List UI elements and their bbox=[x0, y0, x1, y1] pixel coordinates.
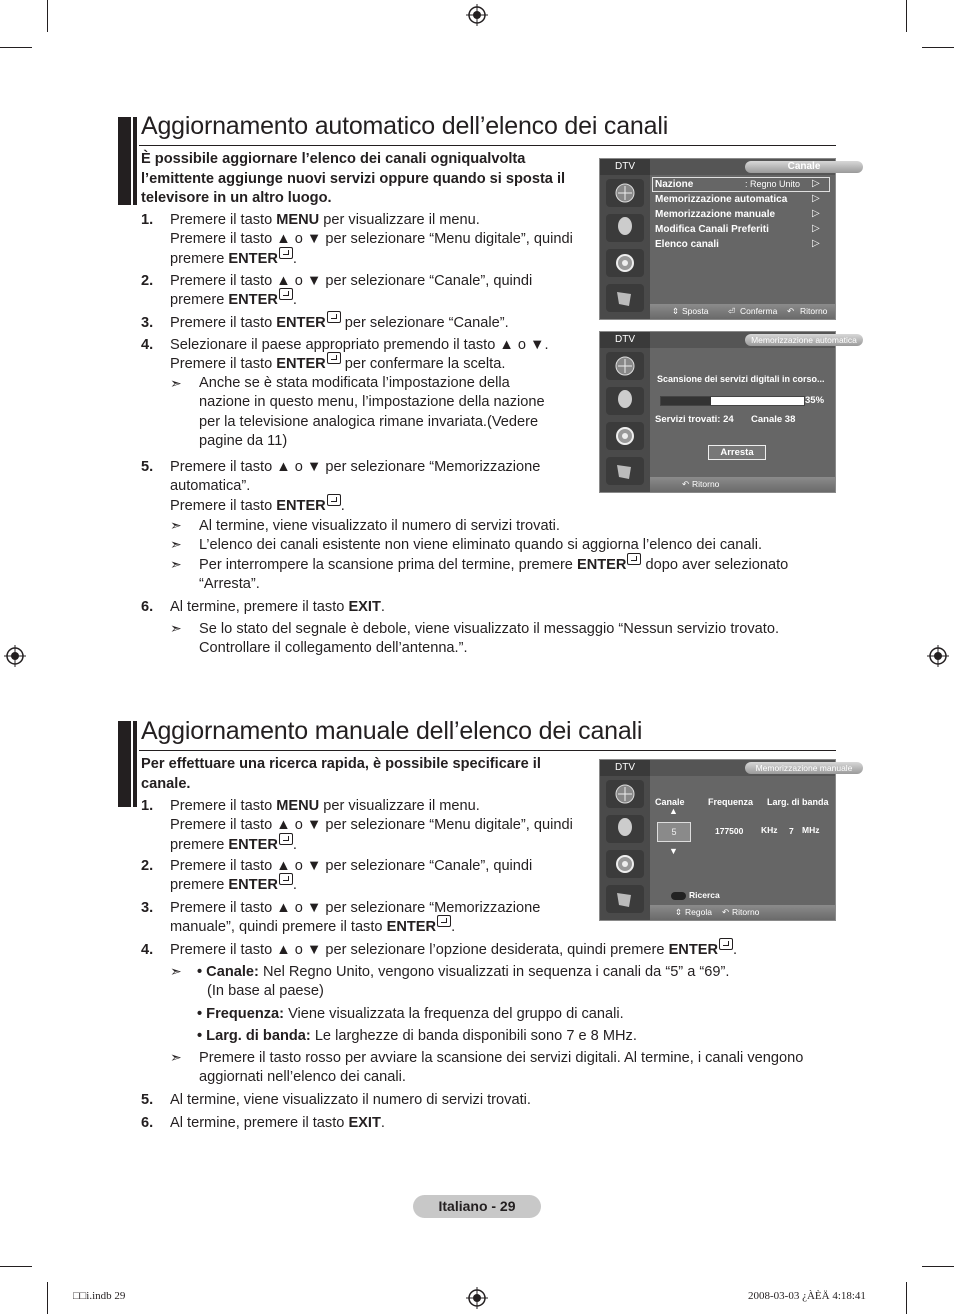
step-2-text: Premere il tasto ▲ o ▼ per selezionare “Canale”, quindi premere ENTER . bbox=[170, 858, 533, 894]
note-arrow-icon: ➣ bbox=[170, 517, 182, 533]
up-arrow-icon: ▲ bbox=[669, 806, 678, 816]
right-arrow-icon: ▷ bbox=[812, 238, 820, 249]
frequency-value: 177500 bbox=[715, 826, 744, 836]
osd-item-label: Memorizzazione manuale bbox=[655, 209, 776, 220]
enter-icon bbox=[279, 873, 293, 885]
step-number: 4. bbox=[141, 942, 154, 958]
crop-mark bbox=[47, 0, 48, 32]
column-frequency: Frequenza bbox=[708, 797, 754, 807]
enter-icon bbox=[279, 288, 293, 300]
updown-icon: ⇕ bbox=[675, 907, 683, 917]
step-5-text: Al termine, viene visualizzato il numero di servizi trovati. bbox=[170, 1092, 531, 1108]
step-4-bullets: • Canale: Nel Regno Unito, vengono visualizzati in sequenza i canali da “5” a “69”. (In base al paese) • Frequenza: Viene visualizzata la frequenza del gruppo di canali. • Larg. di banda: Le larghezze di banda disponibili sono 7 e 8 MHz. bbox=[197, 964, 730, 1045]
right-arrow-icon: ▷ bbox=[812, 193, 820, 204]
step-5-note: L’elenco dei canali esistente non viene eliminato quando si aggiorna l’elenco dei canali. bbox=[199, 537, 763, 553]
note-arrow-icon: ➣ bbox=[170, 556, 182, 572]
picture-icon bbox=[606, 179, 644, 207]
step-number: 4. bbox=[141, 337, 154, 353]
step-5-text: Premere il tasto ▲ o ▼ per selezionare “Memorizzazione automatica”. Premere il tasto ENTER . bbox=[170, 459, 541, 514]
osd-tab: Canale bbox=[745, 161, 863, 173]
scan-status: Scansione dei servizi digitali in corso... bbox=[657, 374, 825, 384]
dtv-label: DTV bbox=[600, 760, 650, 776]
step-1-text: Premere il tasto MENU per visualizzare il menu. Premere il tasto ▲ o ▼ per selezionare “Menu digitale”, quindi premere ENTER . bbox=[170, 798, 573, 853]
print-date: 2008-03-03 ¿ÀÈÄ 4:18:41 bbox=[748, 1290, 866, 1302]
right-arrow-icon: ▷ bbox=[812, 208, 820, 219]
enter-icon bbox=[719, 938, 733, 950]
note-arrow-icon: ➣ bbox=[170, 963, 182, 979]
enter-icon: ⏎ bbox=[728, 306, 736, 316]
enter-icon bbox=[327, 494, 341, 506]
enter-icon bbox=[327, 352, 341, 364]
osd-item-label: Nazione bbox=[655, 179, 694, 190]
input-icon bbox=[606, 885, 644, 913]
osd-item-label: Elenco canali bbox=[655, 239, 719, 250]
osd-item-label: Modifica Canali Preferiti bbox=[655, 224, 769, 235]
progress-bar bbox=[660, 396, 805, 406]
crop-mark bbox=[906, 1282, 907, 1314]
progress-percent: 35% bbox=[805, 395, 825, 406]
services-found: Servizi trovati: 24 bbox=[655, 414, 734, 425]
crop-mark bbox=[922, 1266, 954, 1267]
step-number: 1. bbox=[141, 798, 154, 814]
section-bar bbox=[133, 117, 137, 205]
step-number: 2. bbox=[141, 858, 154, 874]
picture-icon bbox=[606, 352, 644, 380]
note-arrow-icon: ➣ bbox=[170, 536, 182, 552]
registration-mark-icon bbox=[466, 4, 488, 26]
setup-icon bbox=[606, 249, 644, 277]
mhz-unit: MHz bbox=[802, 825, 820, 835]
section-rule bbox=[139, 750, 836, 751]
file-label: □□i.indb 29 bbox=[73, 1290, 126, 1302]
enter-icon bbox=[279, 833, 293, 845]
enter-icon bbox=[437, 915, 451, 927]
step-number: 6. bbox=[141, 599, 154, 615]
step-4-text: Selezionare il paese appropriato premendo il tasto ▲ o ▼. Premere il tasto ENTER per confermare la scelta. bbox=[170, 337, 549, 373]
bandwidth-value: 7 bbox=[789, 826, 794, 836]
crop-mark bbox=[906, 0, 907, 32]
section-bar bbox=[118, 721, 131, 807]
step-number: 1. bbox=[141, 212, 154, 228]
osd-bottom-bar: ⇕ Sposta ⏎ Conferma ↶ Ritorno bbox=[650, 304, 835, 319]
setup-icon bbox=[606, 422, 644, 450]
step-3-text: Premere il tasto ▲ o ▼ per selezionare “Memorizzazione manuale”, quindi premere il tasto ENTER . bbox=[170, 900, 541, 936]
step-3-text: Premere il tasto ENTER per selezionare “Canale”. bbox=[170, 314, 509, 333]
page-number: Italiano - 29 bbox=[413, 1195, 541, 1218]
input-icon bbox=[606, 457, 644, 485]
step-6-text: Al termine, premere il tasto EXIT. bbox=[170, 599, 385, 615]
stop-button[interactable]: Arresta bbox=[708, 445, 766, 460]
enter-icon bbox=[327, 311, 341, 323]
osd-bottom-bar: ↶ Ritorno bbox=[650, 477, 835, 492]
section-bar bbox=[133, 721, 137, 807]
registration-mark-icon bbox=[466, 1287, 488, 1309]
section-rule bbox=[139, 145, 836, 146]
section-title: Aggiornamento automatico dell’elenco dei canali bbox=[141, 112, 669, 140]
osd-auto-store bbox=[599, 331, 857, 493]
dtv-label: DTV bbox=[600, 332, 650, 348]
note-arrow-icon: ➣ bbox=[170, 375, 182, 391]
picture-icon bbox=[606, 780, 644, 808]
intro-text: Per effettuare una ricerca rapida, è possibile specificare il canale. bbox=[141, 756, 541, 792]
sound-icon bbox=[606, 387, 644, 415]
section-title: Aggiornamento manuale dell’elenco dei canali bbox=[141, 717, 643, 745]
right-arrow-icon: ▷ bbox=[812, 223, 820, 234]
crop-mark bbox=[0, 47, 32, 48]
enter-icon bbox=[279, 247, 293, 259]
step-number: 5. bbox=[141, 1092, 154, 1108]
step-number: 2. bbox=[141, 273, 154, 289]
enter-icon bbox=[627, 553, 641, 565]
return-icon: ↶ bbox=[682, 479, 690, 489]
osd-item-value: : Regno Unito bbox=[745, 179, 801, 189]
setup-icon bbox=[606, 850, 644, 878]
step-4-note: Anche se è stata modificata l’impostazione della nazione in questo menu, l’impostazione della nazione per la televisione analogica rimane invariata.(Vedere pagine da 11) bbox=[199, 375, 545, 450]
step-5-note: Per interrompere la scansione prima del termine, premere ENTER dopo aver selezionato “Arresta”. bbox=[199, 556, 839, 595]
crop-mark bbox=[922, 47, 954, 48]
section-bar bbox=[118, 117, 131, 205]
step-number: 3. bbox=[141, 900, 154, 916]
step-number: 6. bbox=[141, 1115, 154, 1131]
sound-icon bbox=[606, 815, 644, 843]
step-number: 3. bbox=[141, 315, 154, 331]
channel-input[interactable]: 5 bbox=[657, 822, 691, 842]
column-channel: Canale bbox=[655, 797, 685, 807]
current-channel: Canale 38 bbox=[751, 414, 796, 425]
note-arrow-icon: ➣ bbox=[170, 1049, 182, 1065]
registration-mark-icon bbox=[4, 645, 26, 667]
osd-manual-store bbox=[599, 759, 853, 921]
osd-item-label: Memorizzazione automatica bbox=[655, 194, 788, 205]
osd-channel-menu bbox=[599, 158, 836, 320]
return-icon: ↶ bbox=[722, 907, 730, 917]
step-4-text: Premere il tasto ▲ o ▼ per selezionare l’opzione desiderata, quindi premere ENTER . bbox=[170, 941, 737, 960]
search-label: Ricerca bbox=[689, 890, 720, 900]
note-arrow-icon: ➣ bbox=[170, 620, 182, 636]
column-bandwidth: Larg. di banda bbox=[767, 797, 829, 807]
return-icon: ↶ bbox=[787, 306, 795, 316]
osd-tab: Memorizzazione manuale bbox=[745, 762, 863, 774]
right-arrow-icon: ▷ bbox=[812, 178, 820, 189]
crop-mark bbox=[47, 1282, 48, 1314]
crop-mark bbox=[0, 1266, 32, 1267]
step-number: 5. bbox=[141, 459, 154, 475]
khz-unit: KHz bbox=[761, 825, 778, 835]
updown-icon: ⇕ bbox=[672, 306, 680, 316]
step-2-text: Premere il tasto ▲ o ▼ per selezionare “Canale”, quindi premere ENTER . bbox=[170, 273, 533, 309]
down-arrow-icon: ▼ bbox=[669, 846, 678, 856]
step-5-note: Al termine, viene visualizzato il numero di servizi trovati. bbox=[199, 518, 560, 534]
step-6-note: Se lo stato del segnale è debole, viene visualizzato il messaggio “Nessun servizio trovato. Controllare il collegamento dell’antenna.”. bbox=[199, 621, 780, 657]
intro-text: È possibile aggiornare l’elenco dei canali ogniqualvolta l’emittente aggiunge nuovi servizi oppure quando si sposta il televisore in un altro luogo. bbox=[141, 151, 566, 207]
registration-mark-icon bbox=[927, 645, 949, 667]
osd-tab: Memorizzazione automatica bbox=[745, 334, 863, 346]
step-1-text: Premere il tasto MENU per visualizzare il menu. Premere il tasto ▲ o ▼ per selezionare “Menu digitale”, quindi premere ENTER . bbox=[170, 212, 573, 267]
input-icon bbox=[606, 284, 644, 312]
sound-icon bbox=[606, 214, 644, 242]
step-6-text: Al termine, premere il tasto EXIT. bbox=[170, 1115, 385, 1131]
dtv-label: DTV bbox=[600, 159, 650, 175]
step-4-note: Premere il tasto rosso per avviare la scansione dei servizi digitali. Al termine, i canali vengono aggiornati nell’elenco dei canali. bbox=[199, 1050, 804, 1086]
red-button-icon bbox=[671, 892, 686, 900]
osd-bottom-bar: ⇕ Regola ↶ Ritorno bbox=[650, 905, 835, 920]
